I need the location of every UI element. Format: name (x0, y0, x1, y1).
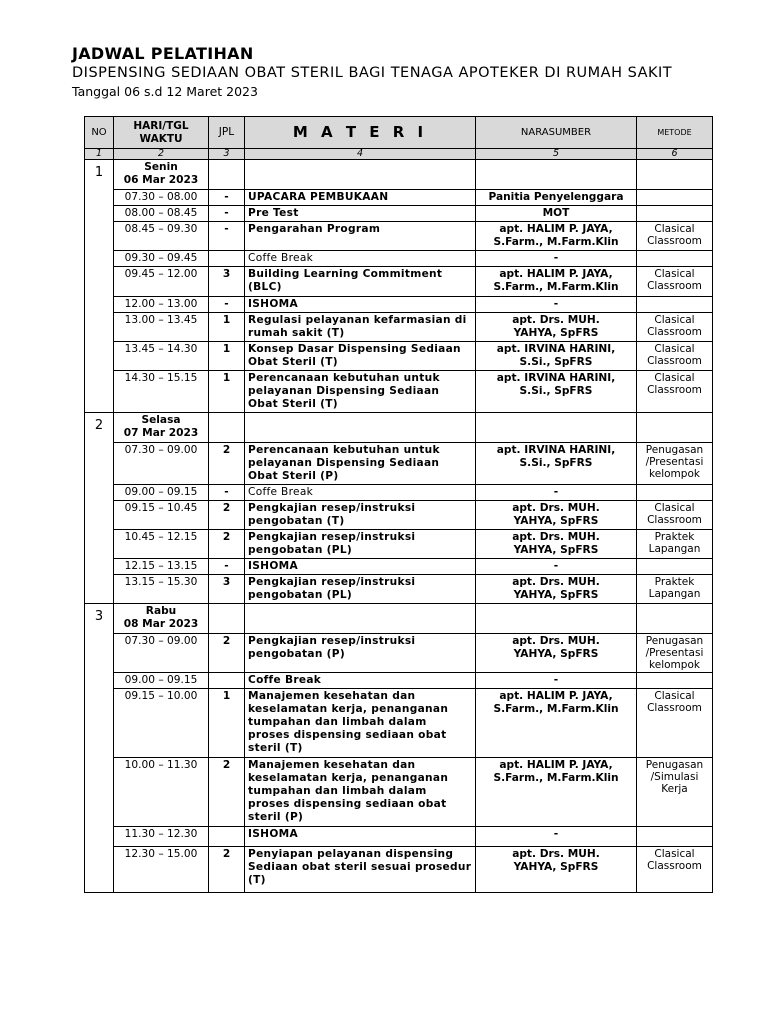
session-metode: Clasical Classroom (637, 222, 713, 251)
session-metode (637, 206, 713, 222)
day-row (85, 413, 713, 443)
session-jpl: - (209, 206, 245, 222)
session-metode (637, 251, 713, 267)
document-subtitle: DISPENSING SEDIAAN OBAT STERIL BAGI TENAGA APOTEKER DI RUMAH SAKIT (72, 65, 673, 81)
session-time: 12.15 – 13.15 (114, 559, 209, 575)
session-time: 08.00 – 08.45 (114, 206, 209, 222)
session-jpl (209, 827, 245, 847)
day-narasumber-empty (476, 160, 637, 190)
day-metode-empty (637, 413, 713, 443)
day-metode-empty (637, 604, 713, 634)
session-time: 09.15 – 10.00 (114, 689, 209, 758)
session-time: 09.15 – 10.45 (114, 501, 209, 530)
session-jpl: - (209, 297, 245, 313)
session-metode: Praktek Lapangan (637, 530, 713, 559)
session-metode (637, 559, 713, 575)
session-time: 07.30 – 08.00 (114, 190, 209, 206)
session-row (85, 827, 713, 847)
day-narasumber-empty (476, 413, 637, 443)
session-narasumber: apt. HALIM P. JAYA, S.Farm., M.Farm.Klin (476, 222, 637, 251)
session-materi: Pengkajian resep/instruksi pengobatan (P) (245, 634, 476, 673)
header-row (85, 117, 713, 149)
session-narasumber: apt. Drs. MUH. YAHYA, SpFRS (476, 634, 637, 673)
col-index: 2 (114, 149, 209, 160)
day-materi-empty (245, 160, 476, 190)
session-row (85, 847, 713, 893)
session-row (85, 689, 713, 758)
session-jpl: 2 (209, 443, 245, 485)
session-narasumber: apt. HALIM P. JAYA, S.Farm., M.Farm.Klin (476, 758, 637, 827)
session-metode: Penugasan /Presentasi kelompok (637, 634, 713, 673)
session-time: 13.00 – 13.45 (114, 313, 209, 342)
session-narasumber: Panitia Penyelenggara (476, 190, 637, 206)
session-row (85, 485, 713, 501)
day-row (85, 604, 713, 634)
session-metode: Clasical Classroom (637, 313, 713, 342)
day-materi-empty (245, 413, 476, 443)
session-time: 09.45 – 12.00 (114, 267, 209, 297)
session-metode (637, 485, 713, 501)
session-materi: Konsep Dasar Dispensing Sediaan Obat Steril (T) (245, 342, 476, 371)
schedule-body (85, 160, 713, 893)
session-row (85, 190, 713, 206)
session-jpl (209, 673, 245, 689)
session-time: 10.00 – 11.30 (114, 758, 209, 827)
session-time: 11.30 – 12.30 (114, 827, 209, 847)
session-materi: ISHOMA (245, 827, 476, 847)
session-row (85, 501, 713, 530)
session-narasumber: - (476, 485, 637, 501)
session-materi: ISHOMA (245, 297, 476, 313)
day-metode-empty (637, 160, 713, 190)
day-date: Rabu 08 Mar 2023 (114, 604, 209, 634)
session-time: 09.00 – 09.15 (114, 485, 209, 501)
day-jpl-empty (209, 160, 245, 190)
session-jpl: 2 (209, 501, 245, 530)
session-jpl: 1 (209, 313, 245, 342)
session-row (85, 634, 713, 673)
session-time: 13.45 – 14.30 (114, 342, 209, 371)
session-metode (637, 297, 713, 313)
session-metode: Clasical Classroom (637, 267, 713, 297)
session-materi: Pengarahan Program (245, 222, 476, 251)
day-number: 3 (85, 604, 114, 893)
session-materi: Pre Test (245, 206, 476, 222)
document-title: JADWAL PELATIHAN (72, 44, 254, 63)
session-materi: Pengkajian resep/instruksi pengobatan (PL) (245, 530, 476, 559)
session-jpl: - (209, 190, 245, 206)
session-materi: Regulasi pelayanan kefarmasian di rumah sakit (T) (245, 313, 476, 342)
session-row (85, 559, 713, 575)
session-narasumber: apt. Drs. MUH. YAHYA, SpFRS (476, 847, 637, 893)
session-materi: Pengkajian resep/instruksi pengobatan (T) (245, 501, 476, 530)
col-header-no: NO (85, 117, 114, 149)
session-jpl: 2 (209, 634, 245, 673)
session-narasumber: MOT (476, 206, 637, 222)
session-row (85, 267, 713, 297)
session-metode (637, 827, 713, 847)
session-materi: UPACARA PEMBUKAAN (245, 190, 476, 206)
session-materi: Coffe Break (245, 251, 476, 267)
session-narasumber: apt. HALIM P. JAYA, S.Farm., M.Farm.Klin (476, 267, 637, 297)
session-row (85, 251, 713, 267)
schedule-table (84, 116, 713, 893)
session-metode: Clasical Classroom (637, 501, 713, 530)
session-jpl: 2 (209, 530, 245, 559)
day-materi-empty (245, 604, 476, 634)
session-time: 12.30 – 15.00 (114, 847, 209, 893)
session-narasumber: apt. Drs. MUH. YAHYA, SpFRS (476, 530, 637, 559)
session-metode: Penugasan /Presentasi kelompok (637, 443, 713, 485)
session-metode: Praktek Lapangan (637, 575, 713, 604)
session-time: 09.00 – 09.15 (114, 673, 209, 689)
day-number: 1 (85, 160, 114, 413)
session-narasumber: - (476, 827, 637, 847)
day-date: Selasa 07 Mar 2023 (114, 413, 209, 443)
session-materi: Coffe Break (245, 673, 476, 689)
col-header-metode: METODE (637, 117, 713, 149)
session-jpl: 3 (209, 575, 245, 604)
col-index: 6 (637, 149, 713, 160)
session-row (85, 206, 713, 222)
session-row (85, 342, 713, 371)
session-row (85, 443, 713, 485)
session-narasumber: apt. Drs. MUH. YAHYA, SpFRS (476, 313, 637, 342)
session-metode (637, 190, 713, 206)
session-jpl: - (209, 222, 245, 251)
session-narasumber: - (476, 251, 637, 267)
session-narasumber: apt. HALIM P. JAYA, S.Farm., M.Farm.Klin (476, 689, 637, 758)
session-narasumber: - (476, 559, 637, 575)
col-header-hari: HARI/TGL WAKTU (114, 117, 209, 149)
session-time: 08.45 – 09.30 (114, 222, 209, 251)
col-index: 5 (476, 149, 637, 160)
session-narasumber: apt. IRVINA HARINI, S.Si., SpFRS (476, 342, 637, 371)
session-narasumber: - (476, 673, 637, 689)
column-index-row (85, 149, 713, 160)
session-time: 14.30 – 15.15 (114, 371, 209, 413)
session-narasumber: apt. Drs. MUH. YAHYA, SpFRS (476, 501, 637, 530)
session-row (85, 575, 713, 604)
session-jpl: 1 (209, 342, 245, 371)
session-materi: Pengkajian resep/instruksi pengobatan (PL) (245, 575, 476, 604)
col-index: 3 (209, 149, 245, 160)
session-narasumber: apt. IRVINA HARINI, S.Si., SpFRS (476, 443, 637, 485)
session-materi: Coffe Break (245, 485, 476, 501)
session-metode: Clasical Classroom (637, 847, 713, 893)
session-metode: Clasical Classroom (637, 342, 713, 371)
session-metode: Clasical Classroom (637, 689, 713, 758)
day-jpl-empty (209, 604, 245, 634)
day-narasumber-empty (476, 604, 637, 634)
session-row (85, 673, 713, 689)
session-jpl: 1 (209, 371, 245, 413)
session-jpl: - (209, 559, 245, 575)
session-row (85, 758, 713, 827)
session-materi: Perencanaan kebutuhan untuk pelayanan Dispensing Sediaan Obat Steril (P) (245, 443, 476, 485)
session-time: 07.30 – 09.00 (114, 634, 209, 673)
session-materi: ISHOMA (245, 559, 476, 575)
col-header-materi: M A T E R I (245, 117, 476, 149)
day-number: 2 (85, 413, 114, 604)
session-jpl (209, 251, 245, 267)
session-time: 12.00 – 13.00 (114, 297, 209, 313)
col-index: 4 (245, 149, 476, 160)
col-header-narasumber: NARASUMBER (476, 117, 637, 149)
col-header-jpl: JPL (209, 117, 245, 149)
session-row (85, 222, 713, 251)
session-row (85, 313, 713, 342)
session-materi: Manajemen kesehatan dan keselamatan kerja, penanganan tumpahan dan limbah dalam proses dispensing sediaan obat steril (T) (245, 689, 476, 758)
session-row (85, 530, 713, 559)
session-narasumber: - (476, 297, 637, 313)
session-jpl: - (209, 485, 245, 501)
document-date: Tanggal 06 s.d 12 Maret 2023 (72, 84, 258, 99)
session-materi: Perencanaan kebutuhan untuk pelayanan Dispensing Sediaan Obat Steril (T) (245, 371, 476, 413)
session-metode: Clasical Classroom (637, 371, 713, 413)
session-row (85, 371, 713, 413)
session-materi: Manajemen kesehatan dan keselamatan kerja, penanganan tumpahan dan limbah dalam proses dispensing sediaan obat steril (P) (245, 758, 476, 827)
day-date: Senin 06 Mar 2023 (114, 160, 209, 190)
session-time: 09.30 – 09.45 (114, 251, 209, 267)
session-materi: Penyiapan pelayanan dispensing Sediaan obat steril sesuai prosedur (T) (245, 847, 476, 893)
day-jpl-empty (209, 413, 245, 443)
col-index: 1 (85, 149, 114, 160)
session-narasumber: apt. IRVINA HARINI, S.Si., SpFRS (476, 371, 637, 413)
session-materi: Building Learning Commitment (BLC) (245, 267, 476, 297)
session-narasumber: apt. Drs. MUH. YAHYA, SpFRS (476, 575, 637, 604)
session-time: 13.15 – 15.30 (114, 575, 209, 604)
session-jpl: 3 (209, 267, 245, 297)
session-time: 07.30 – 09.00 (114, 443, 209, 485)
session-metode (637, 673, 713, 689)
session-time: 10.45 – 12.15 (114, 530, 209, 559)
session-jpl: 2 (209, 847, 245, 893)
session-jpl: 2 (209, 758, 245, 827)
day-row (85, 160, 713, 190)
session-metode: Penugasan /Simulasi Kerja (637, 758, 713, 827)
session-row (85, 297, 713, 313)
session-jpl: 1 (209, 689, 245, 758)
